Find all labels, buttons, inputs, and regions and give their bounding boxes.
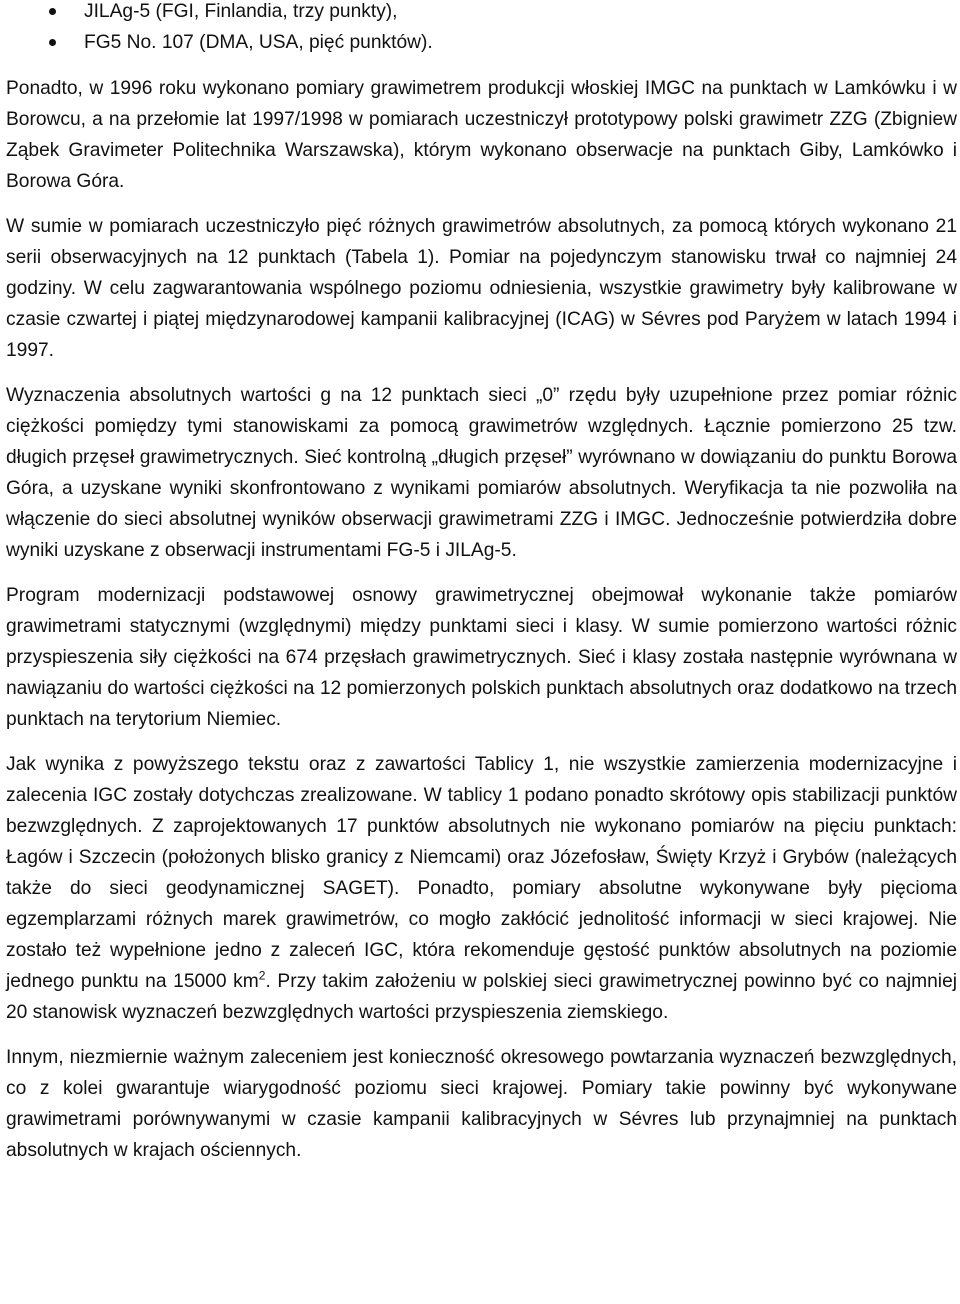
list-item-text: JILAg-5 (FGI, Finlandia, trzy punkty), [84,1,398,22]
bullet-icon [49,39,56,46]
bullet-icon [49,8,56,15]
list-item [6,0,957,27]
paragraph-text: Jak wynika z powyższego tekstu oraz z zawartości Tablicy 1, nie wszystkie zamierzenia modernizacyjne i zalecenia IGC zostały dotychczas zrealizowane. W tablicy 1 podano ponadto skrótowy opis stabilizacji punktów bezwzględnych. Z zaprojektowanych 17 punktów absolutnych nie wykonano pomiarów na pięciu punktach: Łagów i Szczecin (położonych blisko granicy z Niemcami) oraz Józefosław, Święty Krzyż i Grybów (należących także do sieci geodynamicznej SAGET). Ponadto, pomiary absolutne wykonywane były pięcioma egzemplarzami różnych marek grawimetrów, co mogło zakłócić jednolitość informacji w sieci krajowej. Nie zostało też wypełnione jedno z zaleceń IGC, która rekomenduje gęstość punktów absolutnych na poziomie jednego punktu na 15000 km [6,754,957,992]
instrument-list [6,0,957,58]
paragraph: Program modernizacji podstawowej osnowy grawimetrycznej obejmował wykonanie także pomiarów grawimetrami statycznymi (względnymi) między punktami sieci i klasy. W sumie pomierzono wartości różnic przyspieszenia siły ciężkości na 674 przęsłach grawimetrycznych. Sieć i klasy została następnie wyrównana w nawiązaniu do wartości ciężkości na 12 pomierzonych polskich punktach absolutnych oraz dodatkowo na trzech punktach na terytorium Niemiec. [6,585,957,730]
document-page [6,0,957,1180]
paragraph: Wyznaczenia absolutnych wartości g na 12 punktach sieci „0” rzędu były uzupełnione przez pomiar różnic ciężkości pomiędzy tymi stanowiskami za pomocą grawimetrów względnych. Łącznie pomierzono 25 tzw. długich przęseł grawimetrycznych. Sieć kontrolną „długich przęseł” wyrównano w dowiązaniu do punktu Borowa Góra, a uzyskane wyniki skonfrontowano z wynikami pomiarów absolutnych. Weryfikacja ta nie pozwoliła na włączenie do sieci absolutnej wyników obserwacji grawimetrami ZZG i IMGC. Jednocześnie potwierdziła dobre wyniki uzyskane z obserwacji instrumentami FG-5 i JILAg-5. [6,385,957,561]
paragraph [6,749,957,1028]
list-item [6,27,957,58]
list-item-text: FG5 No. 107 (DMA, USA, pięć punktów). [84,32,433,53]
paragraph: Ponadto, w 1996 roku wykonano pomiary grawimetrem produkcji włoskiej IMGC na punktach w Lamkówku i w Borowcu, a na przełomie lat 1997/1998 w pomiarach uczestniczył prototypowy polski grawimetr ZZG (Zbigniew Ząbek Gravimeter Politechnika Warszawska), którym wykonano obserwacje na punktach Giby, Lamkówko i Borowa Góra. [6,78,957,192]
superscript: 2 [258,968,266,983]
paragraph: W sumie w pomiarach uczestniczyło pięć różnych grawimetrów absolutnych, za pomocą których wykonano 21 serii obserwacyjnych na 12 punktach (Tabela 1). Pomiar na pojedynczym stanowisku trwał co najmniej 24 godziny. W celu zagwarantowania wspólnego poziomu odniesienia, wszystkie grawimetry były kalibrowane w czasie czwartej i piątej międzynarodowej kampanii kalibracyjnej (ICAG) w Sévres pod Paryżem w latach 1994 i 1997. [6,216,957,361]
paragraph-text: . Przy takim założeniu w polskiej sieci grawimetrycznej powinno być co najmniej 20 stanowisk wyznaczeń bezwzględnych wartości przyspieszenia ziemskiego. [6,971,958,1023]
paragraph: Innym, niezmiernie ważnym zaleceniem jest konieczność okresowego powtarzania wyznaczeń bezwzględnych, co z kolei gwarantuje wiarygodność poziomu sieci krajowej. Pomiary takie powinny być wykonywane grawimetrami porównywanymi w czasie kampanii kalibracyjnych w Sévres lub przynajmniej na punktach absolutnych w krajach ościennych. [6,1047,957,1161]
